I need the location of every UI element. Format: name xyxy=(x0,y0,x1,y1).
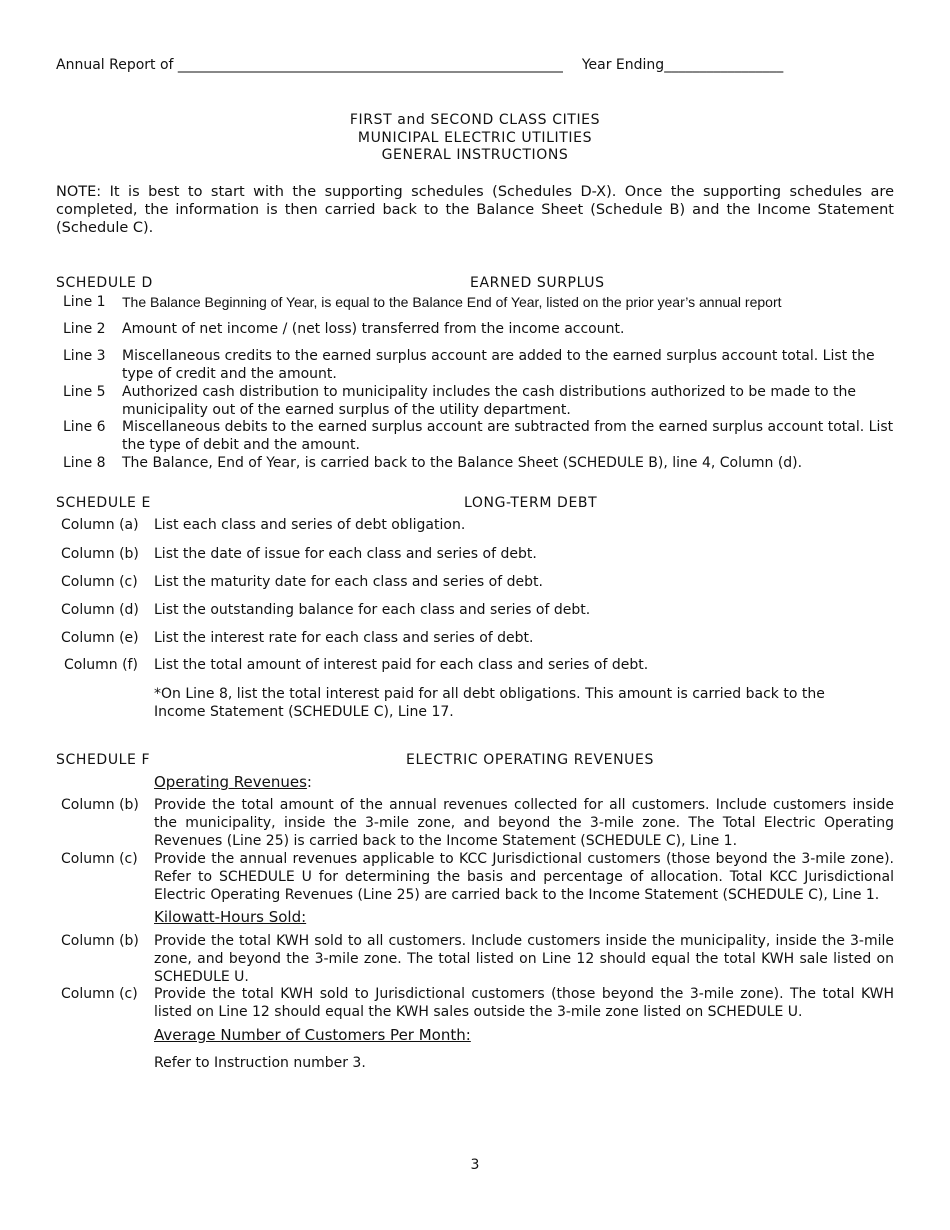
schedule-d-line-3-label: Line 3 xyxy=(63,348,106,364)
schedule-e-column-a-text: List each class and series of debt obligation. xyxy=(154,517,466,533)
schedule-e-column-d-label: Column (d) xyxy=(61,602,139,618)
annual-report-field[interactable]: _______________________________________________________ xyxy=(177,57,563,73)
schedule-e-column-e-label: Column (e) xyxy=(61,630,139,646)
schedule-e-column-f-label: Column (f) xyxy=(64,657,138,673)
schedule-d-line-5-label: Line 5 xyxy=(63,384,106,400)
title-line-2: MUNICIPAL ELECTRIC UTILITIES xyxy=(357,129,593,146)
schedule-d-line-8-label: Line 8 xyxy=(63,455,106,471)
schedule-e-column-c-label: Column (c) xyxy=(61,574,138,590)
page-number: 3 xyxy=(470,1157,480,1173)
schedule-f-title: ELECTRIC OPERATING REVENUES xyxy=(406,752,654,768)
report-header xyxy=(56,56,906,74)
operating-revenues-heading-text: Operating Revenues xyxy=(154,773,307,791)
schedule-f-kwh-column-c-text: Provide the total KWH sold to Jurisdictional customers (those beyond the 3-mile zone). The total KWH listed on Line 12 should equal the KWH sales outside the 3-mile zone listed on SCHEDULE U. xyxy=(154,986,894,1020)
schedule-d-line-6-label: Line 6 xyxy=(63,419,106,435)
schedule-d-line-5-text: Authorized cash distribution to municipality includes the cash distributions authorized to be made to the municipality out of the earned surplus of the utility department. xyxy=(122,384,857,418)
note-paragraph: NOTE: It is best to start with the supporting schedules (Schedules D-X). Once the supporting schedules are completed, the information is then carried back to the Balance Sheet (Schedule B) and the Income Statement (Schedule C). xyxy=(56,184,894,236)
schedule-e-column-d-text: List the outstanding balance for each class and series of debt. xyxy=(154,602,591,618)
schedule-f-operating-column-c-text: Provide the annual revenues applicable to KCC Jurisdictional customers (those beyond the 3-mile zone). Refer to SCHEDULE U for determining the basis and percentage of allocation. Total KCC Jurisdictional Electric Operating Revenues (Line 25) are carried back to the Income Statement (SCHEDULE C), Line 1. xyxy=(154,851,894,903)
operating-revenues-heading xyxy=(154,773,312,791)
schedule-e-column-c-text: List the maturity date for each class and series of debt. xyxy=(154,574,543,590)
schedule-f-operating-column-c-label: Column (c) xyxy=(61,851,138,867)
annual-report-label: Annual Report of xyxy=(56,57,174,73)
average-customers-heading: Average Number of Customers Per Month: xyxy=(154,1026,471,1044)
year-ending-field[interactable]: _________________ xyxy=(664,57,784,73)
schedule-d-line-1-label: Line 1 xyxy=(63,294,106,310)
average-customers-text: Refer to Instruction number 3. xyxy=(154,1055,366,1071)
schedule-f-kwh-column-c-label: Column (c) xyxy=(61,986,138,1002)
schedule-e-footnote: *On Line 8, list the total interest paid for all debt obligations. This amount is carried back to the Income Statement (SCHEDULE C), Line 17. xyxy=(154,686,825,720)
schedule-e-label: SCHEDULE E xyxy=(56,495,152,511)
schedule-f-label: SCHEDULE F xyxy=(56,752,151,768)
title-line-1: FIRST and SECOND CLASS CITIES xyxy=(349,112,601,128)
schedule-e-column-e-text: List the interest rate for each class and series of debt. xyxy=(154,630,534,646)
schedule-d-line-8-text: The Balance, End of Year, is carried back to the Balance Sheet (SCHEDULE B), line 4, Column (d). xyxy=(122,455,803,471)
schedule-f-kwh-column-b-text: Provide the total KWH sold to all customers. Include customers inside the municipality, inside the 3-mile zone, and beyond the 3-mile zone. The total listed on Line 12 should equal the total KWH sale listed on SCHEDULE U. xyxy=(154,933,894,985)
operating-revenues-heading-colon: : xyxy=(306,773,312,791)
schedule-d-title: EARNED SURPLUS xyxy=(470,275,605,291)
schedule-e-column-b-text: List the date of issue for each class and series of debt. xyxy=(154,546,537,562)
schedule-d-line-6-text: Miscellaneous debits to the earned surplus account are subtracted from the earned surplus account total. List the type of debit and the amount. xyxy=(122,419,894,453)
schedule-e-column-f-text: List the total amount of interest paid for each class and series of debt. xyxy=(154,657,649,673)
year-ending-label: Year Ending xyxy=(581,57,665,73)
schedule-e-column-b-label: Column (b) xyxy=(61,546,139,562)
schedule-d-line-2-label: Line 2 xyxy=(63,321,106,337)
title-block xyxy=(0,112,950,165)
schedule-d-line-2-text: Amount of net income / (net loss) transferred from the income account. xyxy=(122,321,625,337)
schedule-f-operating-column-b-label: Column (b) xyxy=(61,797,139,813)
schedule-d-label: SCHEDULE D xyxy=(56,275,153,291)
schedule-e-column-a-label: Column (a) xyxy=(61,517,139,533)
kilowatt-hours-heading: Kilowatt-Hours Sold: xyxy=(154,908,307,926)
schedule-d-line-1-text: The Balance Beginning of Year, is equal to the Balance End of Year, listed on the prior year’s annual report xyxy=(122,294,782,310)
schedule-f-kwh-column-b-label: Column (b) xyxy=(61,933,139,949)
title-line-3: GENERAL INSTRUCTIONS xyxy=(381,147,569,163)
schedule-f-operating-column-b-text: Provide the total amount of the annual revenues collected for all customers. Include customers inside the municipality, inside the 3-mile zone, and beyond the 3-mile zone. The Total Electric Operating Revenues (Line 25) is carried back to the Income Statement (SCHEDULE C), Line 1. xyxy=(154,797,894,849)
schedule-e-title: LONG-TERM DEBT xyxy=(464,495,598,511)
schedule-d-line-3-text: Miscellaneous credits to the earned surplus account are added to the earned surplus account total. List the type of credit and the amount. xyxy=(122,348,875,382)
